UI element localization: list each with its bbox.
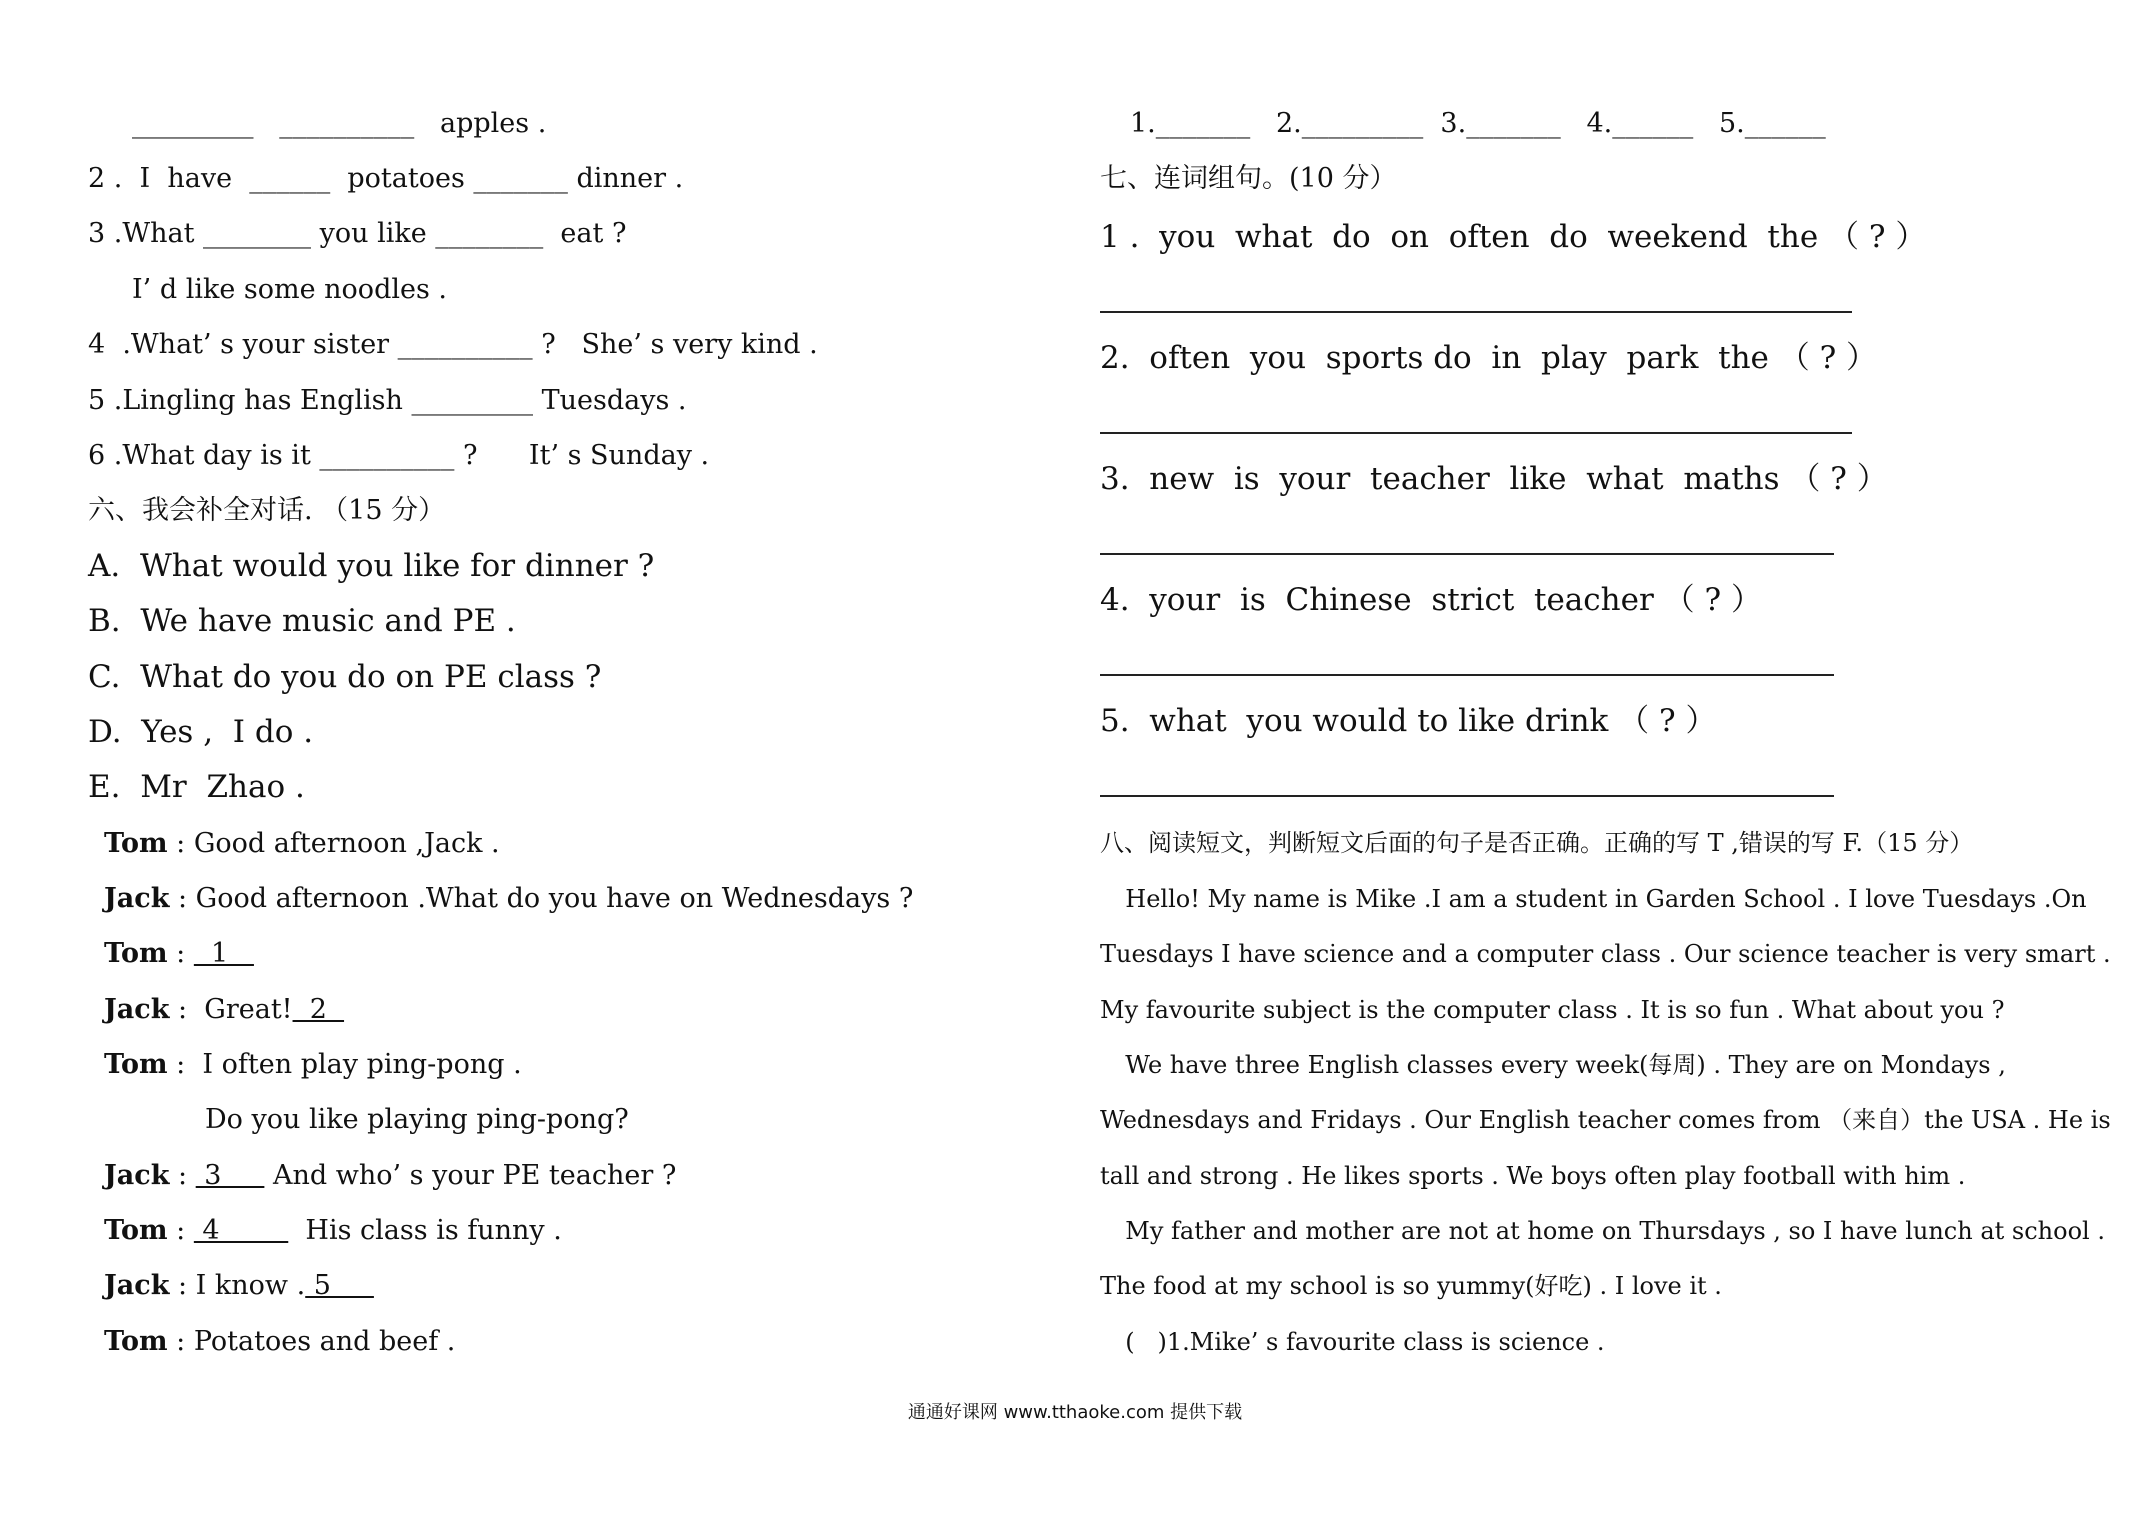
dialogue-line-9: [104, 1269, 374, 1303]
fill-line-2: 2 . I have ______ potatoes _______ dinner .: [88, 163, 684, 194]
section-6-title: 六、我会补全对话. （15 分）: [88, 495, 446, 526]
dialogue-text: : I often play ping-pong .: [167, 1049, 522, 1080]
dialogue-line-4: [104, 993, 344, 1027]
passage-line-6: tall and strong . He likes sports . We boys often play football with him .: [1100, 1162, 1966, 1190]
passage-line-7: My father and mother are not at home on Thursdays , so I have lunch at school .: [1110, 1217, 2105, 1245]
dialogue-line-10: [104, 1325, 455, 1359]
dialogue-text-after: And who’ s your PE teacher ?: [264, 1160, 677, 1191]
passage-line-5: Wednesdays and Fridays . Our English teacher comes from （来自）the USA . He is: [1100, 1106, 2111, 1134]
dialogue-text: :: [167, 1215, 194, 1246]
speaker-name: Jack: [104, 1270, 170, 1301]
dialogue-line-3: [104, 937, 254, 971]
option-c: C. What do you do on PE class ?: [88, 659, 602, 695]
speaker-name: Tom: [104, 828, 168, 859]
answer-slots: 1._______ 2._________ 3._______ 4.______ 5.______: [1130, 108, 1826, 139]
dialogue-text: : Great!: [169, 994, 293, 1025]
dialogue-text-after: His class is funny .: [288, 1215, 562, 1246]
fill-line-3-answer: I’ d like some noodles .: [132, 274, 447, 305]
dialogue-text: : Potatoes and beef .: [167, 1326, 456, 1357]
dialogue-text: :: [169, 1160, 196, 1191]
fill-line-4: 4 .What’ s your sister __________ ? She’ s very kind .: [88, 329, 818, 360]
fill-line-1-cont: _________ __________ apples .: [132, 108, 547, 139]
dialogue-text: : I know .: [169, 1270, 306, 1301]
dialogue-text: : Good afternoon .What do you have on Wednesdays ?: [169, 883, 914, 914]
speaker-name: Tom: [104, 938, 168, 969]
answer-line-2[interactable]: [1100, 432, 1852, 434]
fill-line-6: 6 .What day is it __________ ? It’ s Sunday .: [88, 440, 710, 471]
scramble-5: 5. what you would to like drink （ ? ）: [1100, 703, 1717, 739]
page-footer: 通通好课网 www.tthaoke.com 提供下载: [907, 1402, 1243, 1423]
scramble-3: 3. new is your teacher like what maths （ ? ）: [1100, 461, 1888, 497]
speaker-name: Tom: [104, 1049, 168, 1080]
option-a: A. What would you like for dinner ?: [88, 548, 655, 584]
fill-line-5: 5 .Lingling has English _________ Tuesdays .: [88, 385, 687, 416]
dialogue-line-8: [104, 1214, 562, 1248]
speaker-name: Tom: [104, 1326, 168, 1357]
speaker-name: Jack: [104, 883, 170, 914]
answer-line-1[interactable]: [1100, 311, 1852, 313]
speaker-name: Jack: [104, 994, 170, 1025]
option-b: B. We have music and PE .: [88, 603, 516, 639]
dialogue-line-5: [104, 1048, 522, 1082]
scramble-2: 2. often you sports do in play park the （ ? ）: [1100, 340, 1878, 376]
answer-blank-3[interactable]: 3: [195, 1160, 265, 1191]
scramble-1: 1 . you what do on often do weekend the （ ? ）: [1100, 219, 1927, 255]
speaker-name: Jack: [104, 1160, 170, 1191]
option-e: E. Mr Zhao .: [88, 769, 305, 805]
fill-line-3: 3 .What ________ you like ________ eat ?: [88, 218, 627, 249]
answer-line-5[interactable]: [1100, 795, 1834, 797]
section-7-title: 七、连词组句。(10 分）: [1100, 163, 1397, 194]
passage-line-4: We have three English classes every week(每周) . They are on Mondays ,: [1110, 1051, 2006, 1079]
dialogue-line-7: [104, 1159, 676, 1193]
dialogue-line-2: [104, 882, 913, 916]
answer-blank-2[interactable]: 2: [292, 994, 345, 1025]
dialogue-line-1: [104, 827, 500, 861]
passage-line-2: Tuesdays I have science and a computer class . Our science teacher is very smart .: [1100, 940, 2111, 968]
option-d: D. Yes , I do .: [88, 714, 314, 750]
answer-blank-1[interactable]: 1: [193, 938, 254, 969]
answer-line-4[interactable]: [1100, 674, 1834, 676]
passage-line-1: Hello! My name is Mike .I am a student in Garden School . I love Tuesdays .On: [1110, 885, 2087, 913]
scramble-4: 4. your is Chinese strict teacher （ ? ）: [1100, 582, 1762, 618]
answer-line-3[interactable]: [1100, 553, 1834, 555]
dialogue-text: :: [167, 938, 194, 969]
judgement-item-1: ( )1.Mike’ s favourite class is science .: [1110, 1328, 1605, 1356]
dialogue-text: Do you like playing ping-pong?: [205, 1104, 629, 1135]
dialogue-line-6: [205, 1103, 629, 1137]
answer-blank-4[interactable]: 4: [193, 1215, 289, 1246]
answer-blank-5[interactable]: 5: [305, 1270, 374, 1301]
dialogue-text: : Good afternoon ,Jack .: [167, 828, 500, 859]
passage-line-3: My favourite subject is the computer class . It is so fun . What about you ?: [1100, 996, 2005, 1024]
passage-line-8: The food at my school is so yummy(好吃) . I love it .: [1100, 1272, 1722, 1300]
speaker-name: Tom: [104, 1215, 168, 1246]
section-8-title: 八、阅读短文，判断短文后面的句子是否正确。正确的写 T ,错误的写 F.（15 分）: [1100, 829, 1974, 857]
